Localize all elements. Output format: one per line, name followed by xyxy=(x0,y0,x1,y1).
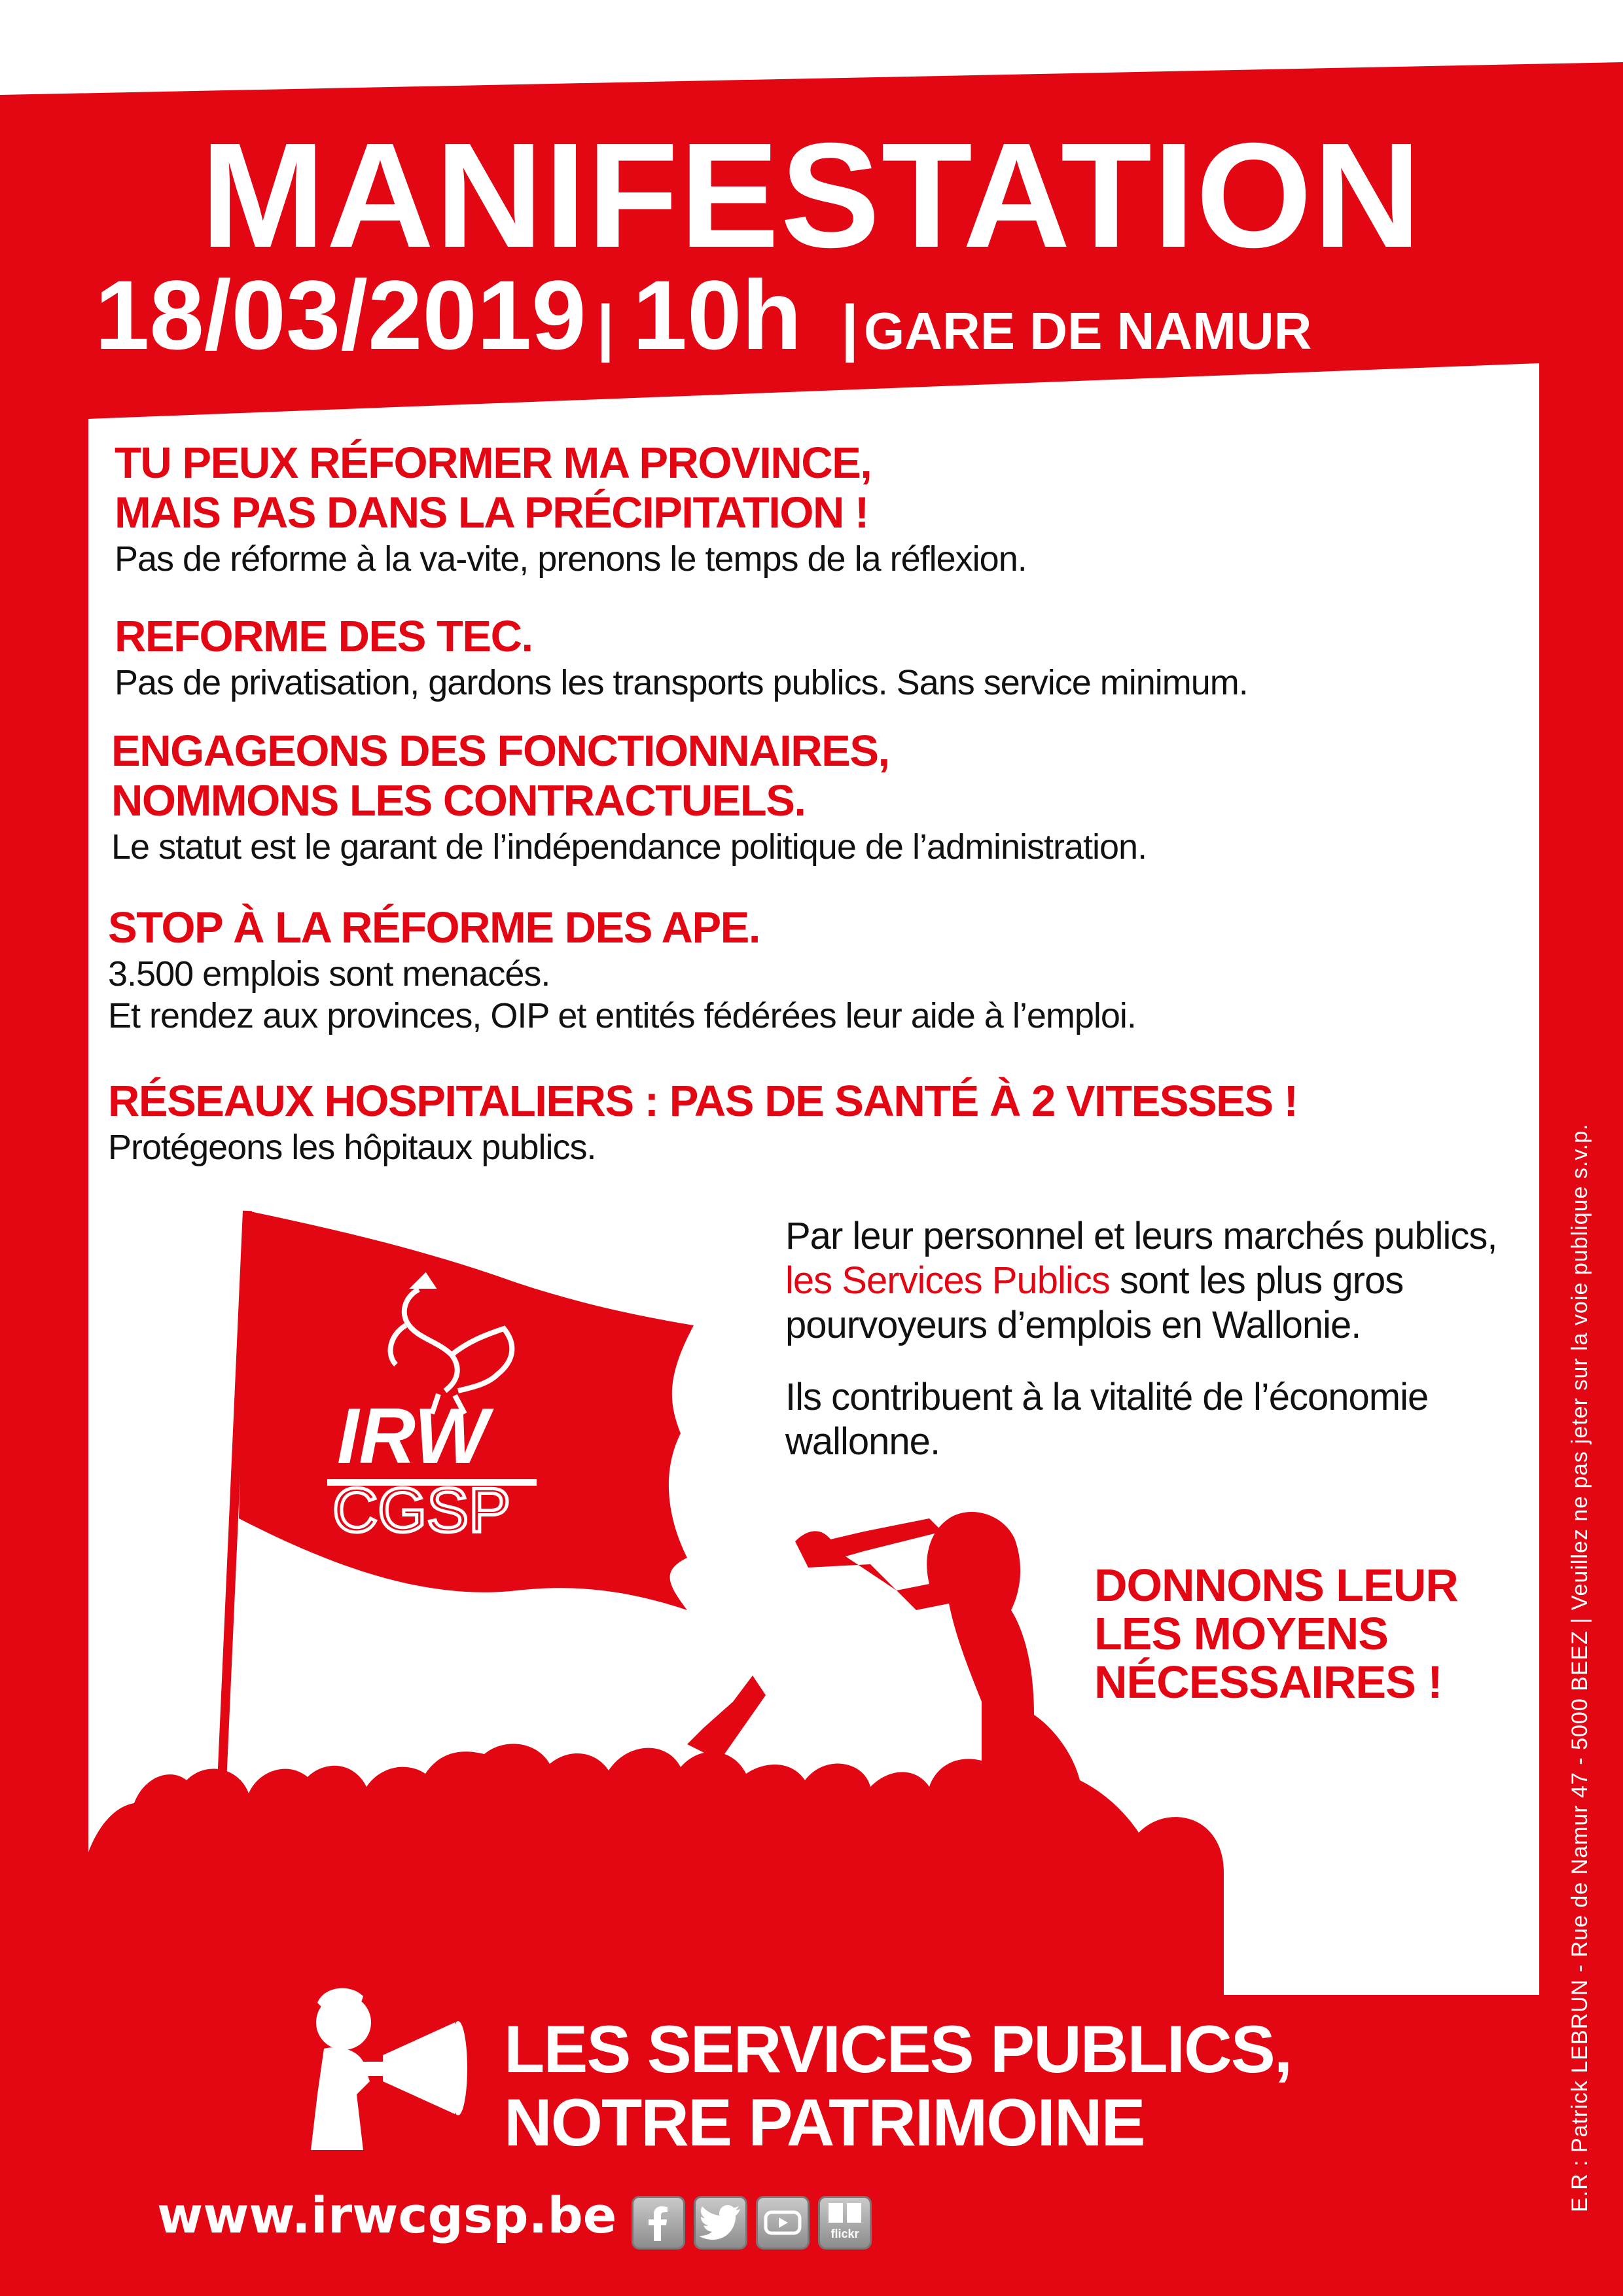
flag-illustration xyxy=(209,1204,707,1898)
services-publics-paragraph xyxy=(785,1214,1518,1492)
promo-paragraph-1: Par leur personnel et leurs marchés publics, les Services Publics sont les plus gros pourvoyeurs d’emplois en Wallonie. xyxy=(785,1215,1497,1346)
facebook-icon[interactable] xyxy=(632,2196,685,2250)
event-date: 18/03/2019 xyxy=(95,260,586,370)
demand-text: Et rendez aux provinces, OIP et entités fédérées leur aide à l’emploi. xyxy=(108,996,1136,1035)
event-title: MANIFESTATION xyxy=(200,113,1423,279)
promo-highlight: les Services Publics xyxy=(785,1259,1110,1302)
demand-text: Pas de réforme à la va-vite, prenons le temps de la réflexion. xyxy=(115,539,1027,579)
demand-title: RÉSEAUX HOSPITALIERS : PAS DE SANTÉ À 2 VITESSES ! xyxy=(108,1077,1298,1126)
flag-logo-bottom: CGSP xyxy=(332,1475,511,1545)
legal-notice: E.R : Patrick LEBRUN - Rue de Namur 47 - 5000 BEEZ | Veuillez ne pas jeter sur la voie publique s.v.p. xyxy=(1567,1123,1592,2212)
call-to-action: DONNONS LEUR LES MOYENS NÉCESSAIRES ! xyxy=(1094,1560,1458,1708)
demand-province xyxy=(115,439,1027,580)
flag-logo-top: IRW xyxy=(337,1392,489,1480)
megaphone-person-icon xyxy=(298,1983,481,2153)
demand-text: 3.500 emplois sont menacés. xyxy=(108,954,550,994)
flickr-icon-text: flickr xyxy=(830,2227,859,2240)
separator: | xyxy=(596,293,615,363)
event-place: GARE DE NAMUR xyxy=(863,302,1312,360)
promo-paragraph-2: Ils contribuent à la vitalité de l’économie wallonne. xyxy=(785,1376,1429,1463)
youtube-icon[interactable] xyxy=(756,2196,810,2250)
demand-text: Pas de privatisation, gardons les transports publics. Sans service minimum. xyxy=(115,663,1248,702)
demand-title: NOMMONS LES CONTRACTUELS. xyxy=(111,776,806,825)
demand-ape xyxy=(108,903,1136,1037)
demand-title: REFORME DES TEC. xyxy=(115,612,533,661)
demand-fonctionnaires xyxy=(111,726,1147,868)
twitter-icon[interactable] xyxy=(694,2196,747,2250)
separator: | xyxy=(841,293,859,363)
demand-title: STOP À LA RÉFORME DES APE. xyxy=(108,903,760,952)
slogan: LES SERVICES PUBLICS, NOTRE PATRIMOINE xyxy=(504,2012,1292,2160)
demand-hospitals xyxy=(108,1077,1297,1168)
flickr-icon[interactable] xyxy=(818,2196,872,2250)
demand-text: Protégeons les hôpitaux publics. xyxy=(108,1128,596,1167)
event-details xyxy=(95,259,1311,372)
demand-title: MAIS PAS DANS LA PRÉCIPITATION ! xyxy=(115,488,868,537)
demand-title: TU PEUX RÉFORMER MA PROVINCE, xyxy=(115,439,872,488)
event-time: 10h xyxy=(632,260,802,370)
website-link[interactable]: www.irwcgsp.be xyxy=(157,2186,617,2244)
demand-tec xyxy=(115,612,1248,704)
demand-text: Le statut est le garant de l’indépendance politique de l’administration. xyxy=(111,827,1147,867)
demand-title: ENGAGEONS DES FONCTIONNAIRES, xyxy=(111,726,889,776)
flag-pole xyxy=(217,1211,247,1885)
